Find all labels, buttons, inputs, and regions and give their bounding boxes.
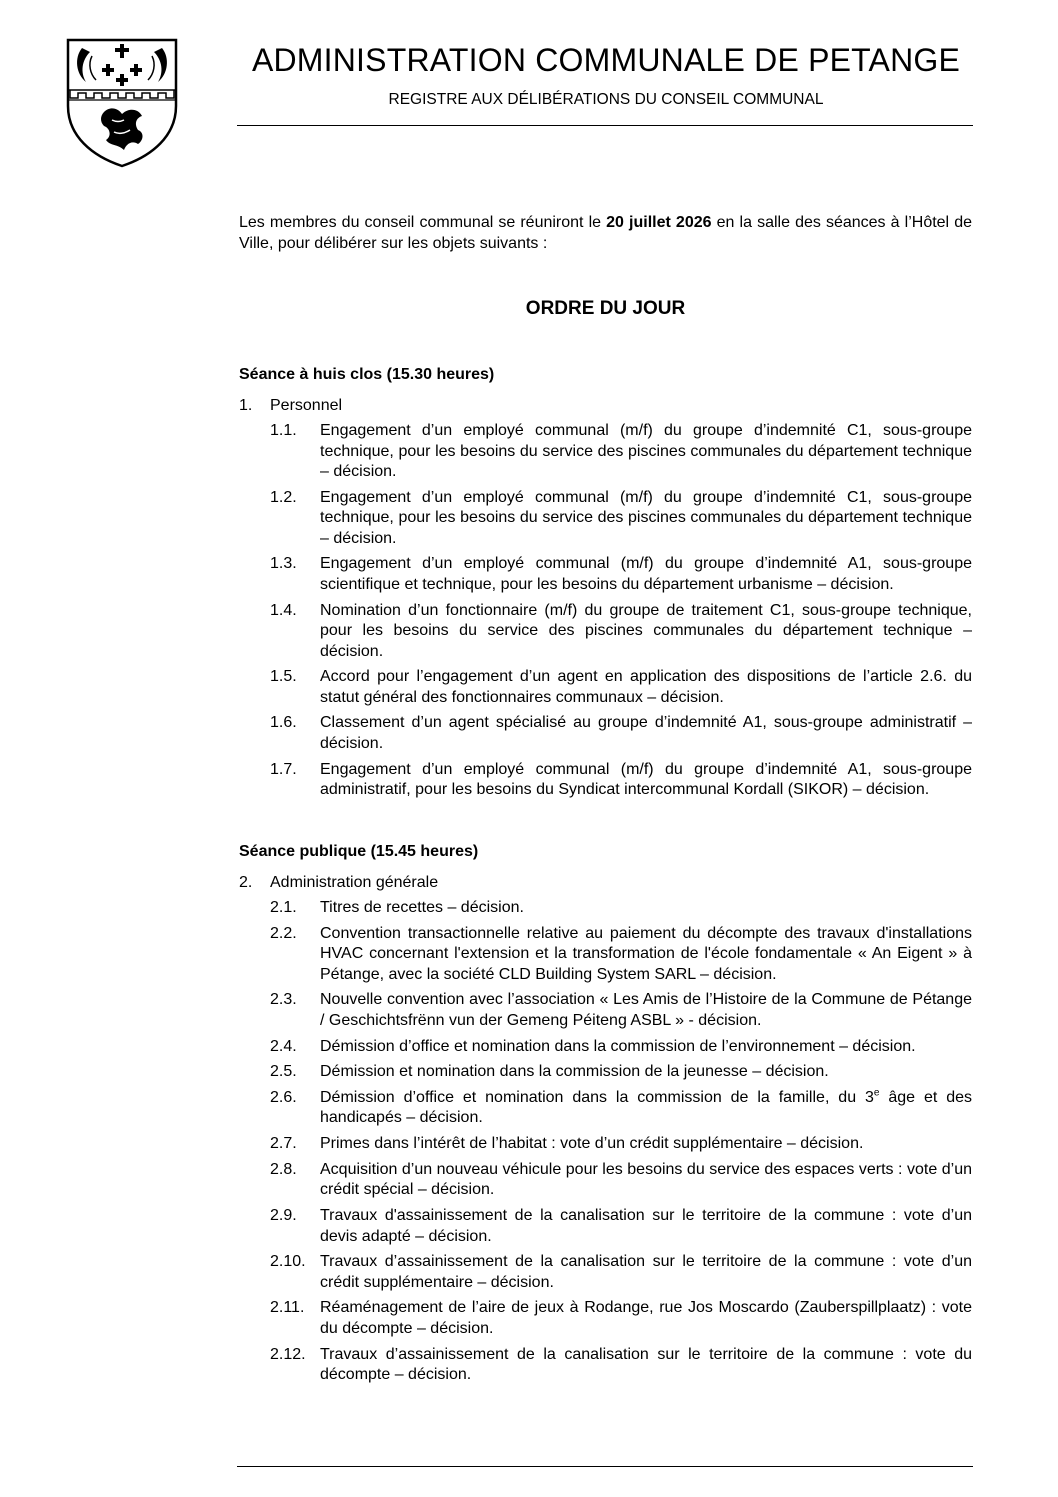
item-text: Travaux d’assainissement de la canalisation sur le territoire de la commune : vote d’un crédit supplémentaire – décision. [320, 1253, 972, 1291]
agenda-item [270, 1088, 972, 1129]
ordinal-superscript: e [873, 1087, 880, 1099]
item-number: 2.3. [270, 991, 297, 1009]
item-text: Convention transactionnelle relative au paiement du décompte des travaux d'installations HVAC concernant l'extension et la transformation de l'école fondamentale « An Eigent » à Pétange, avec la société CLD Building System SARL – décision. [320, 924, 972, 983]
item-text: Démission d’office et nomination dans la commission de l’environnement – décision. [320, 1037, 916, 1055]
item-text: Titres de recettes – décision. [320, 899, 524, 916]
page-title: ADMINISTRATION COMMUNALE DE PETANGE [251, 42, 961, 78]
item-number: 2.7. [270, 1135, 297, 1153]
item-text-before: Démission d’office et nomination dans la commission de la famille, du 3 [320, 1088, 874, 1106]
item-text: Démission et nomination dans la commission de la jeunesse – décision. [320, 1063, 829, 1081]
item-text: Réaménagement de l’aire de jeux à Rodange, rue Jos Moscardo (Zauberspillplaatz) : vote du décompte – décision. [320, 1299, 972, 1337]
item-text: Engagement d’un employé communal (m/f) du groupe d’indemnité A1, sous-groupe scientifique et technique, pour les besoins du département urbanisme – décision. [320, 555, 972, 593]
intro-text-before: Les membres du conseil communal se réuniront le [239, 214, 607, 231]
agenda-item [270, 1345, 972, 1386]
item-text: Accord pour l’engagement d’un agent en application des dispositions de l’article 2.6. du statut général des fonctionnaires communaux – décision. [320, 668, 972, 706]
agenda-item [270, 1037, 972, 1058]
agenda-item [270, 924, 972, 986]
item-text: Classement d’un agent spécialisé au groupe d’indemnité A1, sous-groupe administratif – décision. [320, 714, 972, 752]
agenda-item [270, 990, 972, 1031]
header-divider [237, 125, 973, 126]
agenda-item [270, 1252, 972, 1293]
item-number: 2.10. [270, 1253, 306, 1271]
item-number: 2.2. [270, 924, 297, 942]
intro-paragraph [239, 212, 972, 254]
item-number: 2.11. [270, 1299, 305, 1317]
agenda-item [270, 488, 972, 550]
agenda-item [270, 760, 972, 801]
item-text [320, 1088, 972, 1129]
agenda-heading: ORDRE DU JOUR [525, 298, 686, 319]
item-text: Primes dans l’intérêt de l’habitat : vote d’un crédit supplémentaire – décision. [320, 1135, 864, 1153]
agenda-category [239, 873, 972, 893]
item-number: 1.4. [270, 601, 297, 619]
item-text-after: âge et des handicapés – décision. [320, 1088, 973, 1127]
agenda-item [270, 1206, 972, 1247]
item-number: 1.1. [270, 422, 297, 439]
item-number: 1.7. [270, 760, 297, 778]
coat-of-arms-icon [64, 36, 180, 169]
item-text: Travaux d'assainissement de la canalisation sur le territoire de la commune : vote d’un devis adapté – décision. [320, 1207, 972, 1245]
item-number: 2.12. [270, 1345, 306, 1363]
section-title-closed: Séance à huis clos (15.30 heures) [239, 366, 495, 383]
agenda-item [270, 1298, 972, 1339]
category-label: Administration générale [270, 874, 439, 891]
page-subtitle: REGISTRE AUX DÉLIBÉRATIONS DU CONSEIL COMMUNAL [388, 91, 824, 108]
item-number: 1.6. [270, 714, 297, 732]
item-text: Engagement d’un employé communal (m/f) du groupe d’indemnité C1, sous-groupe technique, pour les besoins du service des piscines communales du département technique – décision. [320, 488, 972, 547]
footer-divider [237, 1466, 973, 1467]
item-number: 2.4. [270, 1037, 297, 1055]
agenda-item [270, 601, 972, 663]
meeting-date: 20 juillet 2026 [606, 214, 712, 231]
agenda-item [270, 1134, 972, 1155]
item-number: 2.6. [270, 1088, 297, 1106]
category-number: 1. [239, 397, 253, 414]
agenda-item [270, 713, 972, 754]
item-number: 1.5. [270, 668, 297, 686]
agenda-list [270, 421, 972, 806]
agenda-list [270, 898, 972, 1391]
item-number: 2.8. [270, 1160, 297, 1178]
item-number: 1.3. [270, 555, 297, 573]
item-number: 1.2. [270, 488, 297, 506]
item-text: Travaux d’assainissement de la canalisation sur le territoire de la commune : vote du décompte – décision. [320, 1345, 972, 1384]
agenda-item [270, 554, 972, 595]
agenda-category [239, 396, 972, 416]
item-text: Nouvelle convention avec l’association « Les Amis de l’Histoire de la Commune de Pétange / Geschichtsfrënn vun der Gemeng Péiteng ASBL » - décision. [320, 991, 972, 1029]
item-number: 2.9. [270, 1207, 297, 1224]
section-title-public: Séance publique (15.45 heures) [239, 843, 479, 860]
item-text: Nomination d’un fonctionnaire (m/f) du groupe de traitement C1, sous-groupe technique, pour les besoins du service des piscines communales du département technique – décision. [320, 601, 972, 660]
agenda-item [270, 1062, 972, 1083]
category-number: 2. [239, 874, 253, 891]
item-number: 2.5. [270, 1063, 297, 1081]
item-text: Engagement d’un employé communal (m/f) du groupe d’indemnité A1, sous-groupe administratif, pour les besoins du Syndicat intercommunal Kordall (SIKOR) – décision. [320, 760, 972, 799]
agenda-item [270, 1160, 972, 1201]
agenda-item [270, 667, 972, 708]
category-label: Personnel [270, 397, 343, 414]
agenda-item [270, 421, 972, 483]
item-text: Engagement d’un employé communal (m/f) du groupe d’indemnité C1, sous-groupe technique, pour les besoins du service des piscines communales du département technique – décision. [320, 422, 972, 480]
intro-text-after: en la salle des séances à l’Hôtel de Ville, pour délibérer sur les objets suivants : [239, 214, 973, 252]
item-number: 2.1. [270, 899, 297, 916]
agenda-item [270, 898, 972, 919]
item-text: Acquisition d’un nouveau véhicule pour les besoins du service des espaces verts : vote d’un crédit spécial – décision. [320, 1160, 972, 1199]
